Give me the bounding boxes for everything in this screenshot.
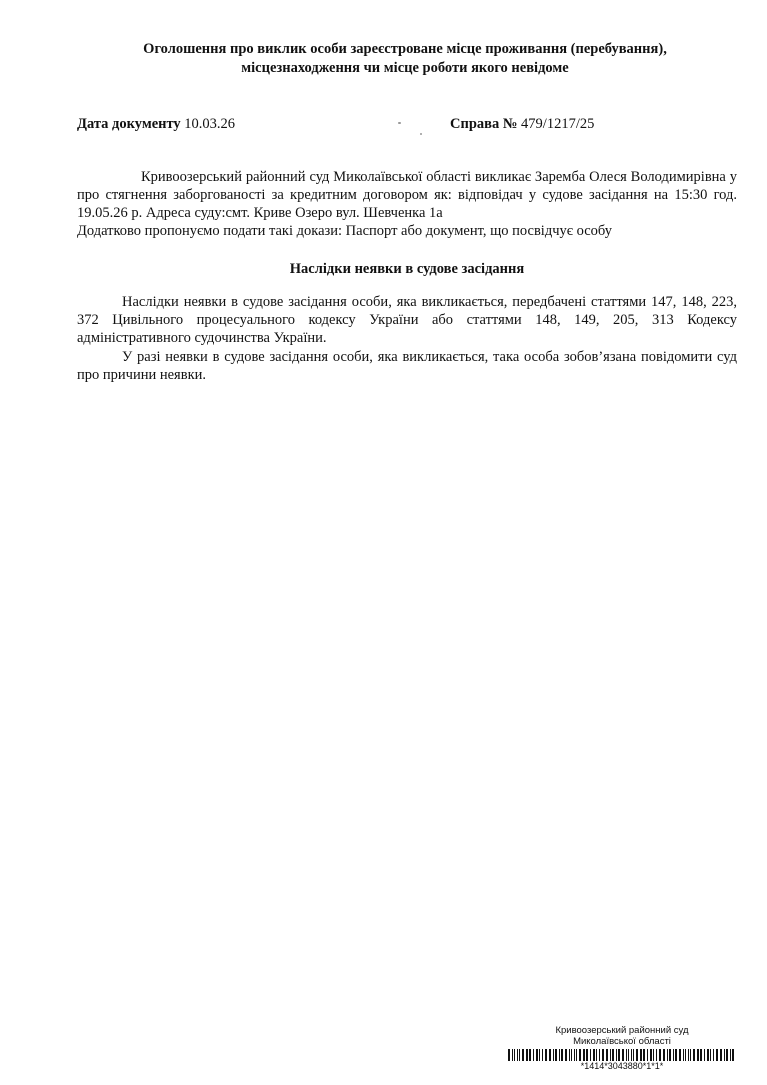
barcode-bar: [612, 1049, 614, 1061]
barcode-bar: [675, 1049, 677, 1061]
summons-text: Кривоозерський районний суд Миколаївської області викликає Заремба Олеся Володимирівна у про стягнення заборгованості за кредитним договором як: відповідач у судове засідання на 15:30 год. 19.05.26 р. Адреса суду:смт. Криве Озеро вул. Шевченка 1а: [77, 169, 737, 221]
barcode-bar: [713, 1049, 714, 1061]
document-date: [77, 115, 235, 134]
barcode-bar: [650, 1049, 652, 1061]
barcode-bar: [576, 1049, 577, 1061]
barcode-bar: [663, 1049, 665, 1061]
date-value: 10.03.26: [184, 116, 236, 132]
barcode-bar: [628, 1049, 629, 1061]
title-line-2: місцезнаходження чи місце роботи якого невідоме: [241, 60, 569, 76]
barcode-bar: [732, 1049, 734, 1061]
case-label: Справа №: [450, 116, 518, 132]
stamp-court-name: Кривоозерський районний суд: [555, 1025, 689, 1036]
barcode-bar: [710, 1049, 711, 1061]
date-label: Дата документу: [77, 116, 181, 132]
barcode-bar: [586, 1049, 588, 1061]
summons-paragraph: [77, 168, 737, 240]
barcode-code: *1414*3043880*1*1*: [580, 1061, 664, 1071]
barcode-bar: [542, 1049, 543, 1061]
barcode-bar: [571, 1049, 572, 1061]
barcode-bar: [529, 1049, 531, 1061]
barcode-bar: [593, 1049, 595, 1061]
barcode-bar: [667, 1049, 668, 1061]
barcode-bar: [519, 1049, 520, 1061]
barcode-bar: [636, 1049, 638, 1061]
barcode-bar: [707, 1049, 709, 1061]
barcode-bar: [643, 1049, 645, 1061]
barcode-bar: [596, 1049, 597, 1061]
barcode-bar: [508, 1049, 510, 1061]
barcode-bar: [569, 1049, 570, 1061]
barcode-bar: [724, 1049, 725, 1061]
scan-speck: [420, 133, 422, 135]
obligation-paragraph: У разі неявки в судове засідання особи, яка викликається, така особа зобов’язана повідомити суд про причини неявки.: [77, 349, 737, 383]
barcode-bar: [606, 1049, 608, 1061]
case-value: 479/1217/25: [521, 116, 595, 132]
barcode-bar: [720, 1049, 722, 1061]
title-line-1: Оголошення про виклик особи зареєстроване місце проживання (перебування),: [143, 41, 667, 57]
barcode-bar: [526, 1049, 528, 1061]
barcode-bar: [549, 1049, 551, 1061]
barcode-bar: [539, 1049, 540, 1061]
barcode-bar: [673, 1049, 674, 1061]
barcode-bar: [514, 1049, 515, 1061]
barcode-bar: [517, 1049, 518, 1061]
barcode-bar: [559, 1049, 560, 1061]
barcode-bar: [533, 1049, 534, 1061]
barcode-bar: [697, 1049, 699, 1061]
barcode-bar: [574, 1049, 575, 1061]
section-heading: Наслідки неявки в судове засідання: [289, 261, 525, 277]
case-number: [450, 115, 594, 134]
barcode-bar: [688, 1049, 689, 1061]
barcode-bar: [553, 1049, 554, 1061]
barcode-bar: [633, 1049, 634, 1061]
barcode-bar: [536, 1049, 538, 1061]
barcode-bar: [716, 1049, 718, 1061]
barcode-bar: [726, 1049, 728, 1061]
barcode-bar: [618, 1049, 620, 1061]
barcode-image: [507, 1049, 737, 1061]
evidence-request: Додатково пропонуємо подати такі докази: Паспорт або документ, що посвідчує особу: [77, 223, 612, 239]
barcode-bar: [653, 1049, 654, 1061]
barcode-bar: [616, 1049, 617, 1061]
barcode-bar: [683, 1049, 684, 1061]
court-stamp: [506, 1025, 738, 1071]
barcode-bar: [579, 1049, 581, 1061]
barcode-bar: [545, 1049, 547, 1061]
barcode-bar: [522, 1049, 524, 1061]
barcode-bar: [656, 1049, 657, 1061]
barcode-bar: [679, 1049, 681, 1061]
barcode-bar: [730, 1049, 731, 1061]
barcode-bar: [590, 1049, 591, 1061]
barcode-bar: [640, 1049, 642, 1061]
barcode-bar: [622, 1049, 624, 1061]
barcode-bar: [599, 1049, 600, 1061]
barcode-bar: [659, 1049, 661, 1061]
barcode-bar: [565, 1049, 567, 1061]
barcode-bar: [555, 1049, 557, 1061]
barcode-bar: [647, 1049, 648, 1061]
barcode-bar: [602, 1049, 604, 1061]
barcode-bar: [561, 1049, 563, 1061]
barcode-bar: [610, 1049, 611, 1061]
barcode-bar: [685, 1049, 686, 1061]
barcode-bar: [512, 1049, 513, 1061]
scan-speck: [398, 122, 401, 124]
barcode-bar: [700, 1049, 702, 1061]
consequences-paragraph: Наслідки неявки в судове засідання особи, яка викликається, передбачені статтями 147, 148, 223, 372 Цивільного процесуального кодексу України або статтями 148, 149, 205, 313 Кодексу адміністративного судочинства України.: [77, 294, 737, 346]
barcode-bar: [704, 1049, 705, 1061]
barcode-bar: [583, 1049, 585, 1061]
document-title: [60, 40, 750, 78]
stamp-region: Миколаївської області: [573, 1036, 671, 1047]
barcode-bar: [631, 1049, 632, 1061]
barcode-bar: [693, 1049, 695, 1061]
barcode-bar: [690, 1049, 691, 1061]
barcode-bar: [626, 1049, 627, 1061]
barcode-bar: [669, 1049, 671, 1061]
